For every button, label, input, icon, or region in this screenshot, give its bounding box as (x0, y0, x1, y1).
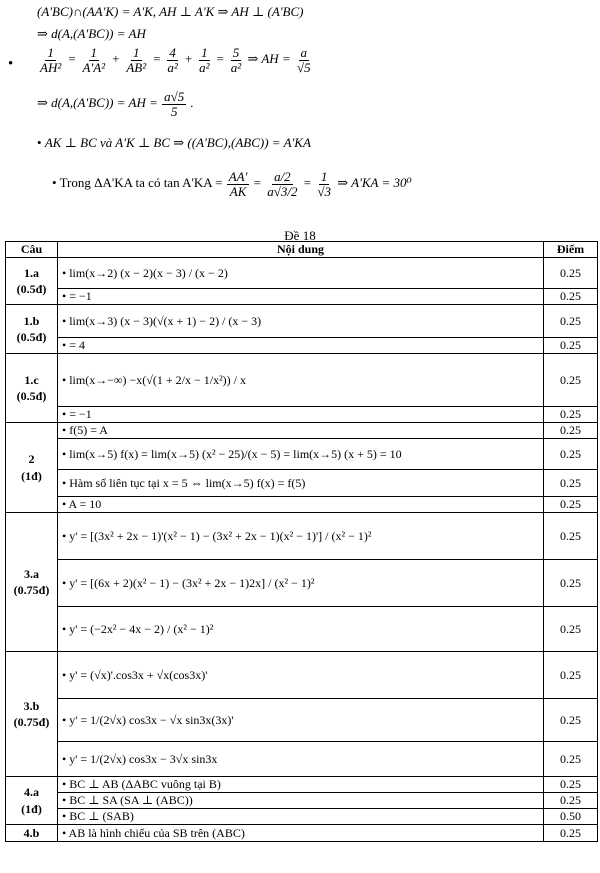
solution-step: • = 4 (58, 338, 544, 354)
solution-step: • A = 10 (58, 497, 544, 513)
line-ah-computation: $\frac{1}{\text{AH²}}$ = $\frac{1}{\text{A'A²}}$ + $\frac{1}{\text{AB²}}$ = $\frac{4}{\text{a²}}$ + $\frac{1}{\text{a²}}$ = $\frac{5}{\text{a²}}$ ⇒ AH = $\frac{a}{√5}$ (40, 45, 311, 75)
score-cell: 0.25 (544, 423, 598, 439)
question-number-cell (6, 513, 58, 652)
table-row (6, 258, 598, 289)
question-number-cell (6, 777, 58, 825)
solution-step: • f(5) = A (58, 423, 544, 439)
solution-step: • y' = [(6x + 2)(x² − 1) − (3x² + 2x − 1)2x] / (x² − 1)² (58, 560, 544, 607)
question-points: (1đ) (21, 468, 42, 483)
score-cell: 0.25 (544, 407, 598, 423)
score-cell: 0.25 (544, 560, 598, 607)
score-cell: 0.25 (544, 513, 598, 560)
solution-step: • y' = 1/(2√x) cos3x − 3√x sin3x (58, 742, 544, 777)
solution-step: • lim(x→2) (x − 2)(x − 3) / (x − 2) (58, 258, 544, 289)
table-row (6, 513, 598, 560)
question-number: 3.a (24, 566, 39, 581)
score-cell: 0.25 (544, 305, 598, 338)
line-angle-between-planes: • AK ⊥ BC và A'K ⊥ BC ⇒ ((A'BC),(ABC)) = A'KA (37, 135, 311, 150)
score-cell: 0.25 (544, 497, 598, 513)
table-row (6, 777, 598, 793)
solution-step: • Hàm số liên tục tại x = 5 ⇔ lim(x→5) f(x) = f(5) (58, 470, 544, 497)
header-noidung: Nội dung (58, 242, 544, 258)
question-points: (1đ) (21, 801, 42, 816)
table-row (6, 354, 598, 407)
solution-step: • lim(x→5) f(x) = lim(x→5) (x² − 25)/(x − 5) = lim(x→5) (x + 5) = 10 (58, 439, 544, 470)
table-row (6, 407, 598, 423)
score-cell: 0.25 (544, 289, 598, 305)
solution-step: • BC ⊥ SA (SA ⊥ (ABC)) (58, 793, 544, 809)
solution-step: • lim(x→−∞) −x(√(1 + 2/x − 1/x²)) / x (58, 354, 544, 407)
solution-step: • BC ⊥ AB (ΔABC vuông tại B) (58, 777, 544, 793)
solution-step: • AB là hình chiếu của SB trên (ABC) (58, 825, 544, 842)
solution-step: • y' = 1/(2√x) cos3x − √x sin3x(3x)' (58, 699, 544, 742)
question-number-cell (6, 423, 58, 513)
score-cell: 0.25 (544, 354, 598, 407)
table-row (6, 470, 598, 497)
question-points: (0.5đ) (16, 282, 47, 296)
question-number-cell (6, 652, 58, 777)
score-cell: 0.25 (544, 439, 598, 470)
table-row (6, 793, 598, 809)
table-row (6, 742, 598, 777)
score-cell: 0.25 (544, 793, 598, 809)
header-diem: Điểm (544, 242, 598, 258)
score-cell: 0.25 (544, 607, 598, 652)
score-cell: 0.25 (544, 742, 598, 777)
question-points: (0.75đ) (13, 715, 50, 729)
table-row (6, 289, 598, 305)
question-number-cell (6, 354, 58, 423)
table-row (6, 497, 598, 513)
table-row (6, 560, 598, 607)
table-row (6, 305, 598, 338)
question-number-cell (6, 305, 58, 354)
exam-heading: Đề 18 (284, 228, 316, 243)
solution-step: • = −1 (58, 407, 544, 423)
solution-step: • BC ⊥ (SAB) (58, 809, 544, 825)
solution-step: • y' = [(3x² + 2x − 1)'(x² − 1) − (3x² + 2x − 1)(x² − 1)'] / (x² − 1)² (58, 513, 544, 560)
question-number-cell (6, 258, 58, 305)
question-points: (0.5đ) (16, 330, 47, 344)
question-number: 1.a (24, 265, 39, 280)
score-cell: 0.25 (544, 777, 598, 793)
question-number: 3.b (23, 698, 40, 713)
score-cell: 0.25 (544, 258, 598, 289)
solution-top (0, 0, 600, 230)
question-number: 1.b (23, 313, 40, 328)
table-row (6, 607, 598, 652)
solution-step: • = −1 (58, 289, 544, 305)
answer-table-body (6, 258, 598, 842)
table-row (6, 439, 598, 470)
score-cell: 0.50 (544, 809, 598, 825)
score-cell: 0.25 (544, 338, 598, 354)
table-row (6, 652, 598, 699)
table-row (6, 338, 598, 354)
question-number: 4.a (24, 785, 39, 800)
score-cell: 0.25 (544, 470, 598, 497)
question-number: 4.b (23, 826, 40, 840)
score-cell: 0.25 (544, 699, 598, 742)
question-points: (0.75đ) (13, 583, 50, 597)
line-distance-result: ⇒ d(A,(A'BC)) = AH = $\frac{a√5}{5}$ . (37, 89, 194, 119)
question-number: 1.c (24, 372, 39, 387)
table-row (6, 809, 598, 825)
line-plane-intersection: (A'BC)∩(AA'K) = A'K, AH ⊥ A'K ⇒ AH ⊥ (A'BC) (37, 4, 304, 19)
header-cau: Câu (6, 242, 58, 258)
score-cell: 0.25 (544, 825, 598, 842)
question-number: 2 (28, 452, 35, 467)
table-row (6, 699, 598, 742)
question-number-cell (6, 825, 58, 842)
table-row (6, 825, 598, 842)
answer-table (5, 241, 598, 842)
line-distance: ⇒ d(A,(A'BC)) = AH (37, 26, 146, 41)
table-row (6, 423, 598, 439)
question-points: (0.5đ) (16, 389, 47, 403)
solution-step: • lim(x→3) (x − 3)(√(x + 1) − 2) / (x − 3) (58, 305, 544, 338)
solution-step: • y' = (−2x² − 4x − 2) / (x² − 1)² (58, 607, 544, 652)
score-cell: 0.25 (544, 652, 598, 699)
line-tangent: • Trong ΔA'KA ta có tan A'KA = $\frac{AA'}{AK}$ = $\frac{a/2}{a√3/2}$ = $\frac{1}{√3}$ ⇒ A'KA = 30⁰ (52, 169, 412, 199)
solution-step: • y' = (√x)'.cos3x + √x(cos3x)' (58, 652, 544, 699)
bullet-icon: • (8, 56, 14, 72)
